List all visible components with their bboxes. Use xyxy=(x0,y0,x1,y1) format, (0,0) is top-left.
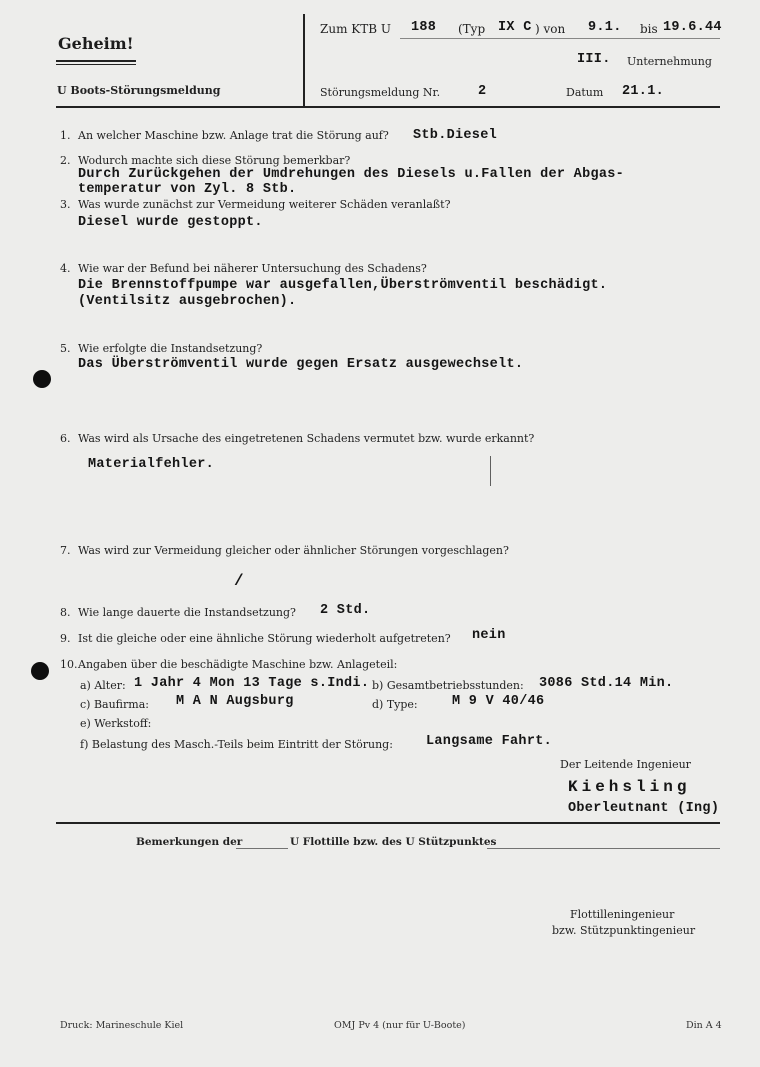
zum-ktb-label: Zum KTB U xyxy=(320,22,391,36)
to-date: 19.6.44 xyxy=(663,20,722,35)
q10a-label: a) Alter: xyxy=(80,679,126,692)
remarks-rule xyxy=(56,822,720,824)
q4-number: 4. xyxy=(60,262,71,275)
q1-text: An welcher Maschine bzw. Anlage trat die Störung auf? xyxy=(78,129,389,142)
remarks-dotted-2 xyxy=(487,848,720,849)
unternehmung-label: Unternehmung xyxy=(627,55,712,68)
pencil-mark xyxy=(490,456,491,486)
report-nr: 2 xyxy=(478,84,487,99)
q10d-value: M 9 V 40/46 xyxy=(452,694,545,709)
signature-rank: Oberleutnant (Ing) xyxy=(568,801,720,816)
q5-number: 5. xyxy=(60,342,71,355)
header-divider xyxy=(303,14,305,106)
q1-number: 1. xyxy=(60,129,71,142)
q10e-label: e) Werkstoff: xyxy=(80,717,152,730)
from-date: 9.1. xyxy=(588,20,622,35)
flottille-sig-line1: Flottilleningenieur xyxy=(570,908,675,921)
q10-number: 10. xyxy=(60,658,78,671)
q1-answer: Stb.Diesel xyxy=(413,128,498,143)
datum-value: 21.1. xyxy=(622,84,665,99)
secret-underline-2 xyxy=(56,64,136,65)
boat-type: IX C xyxy=(498,20,532,35)
q5-answer: Das Überströmventil wurde gegen Ersatz ausgewechselt. xyxy=(78,357,524,372)
boat-number: 188 xyxy=(411,20,437,35)
q2-answer-line2: temperatur von Zyl. 8 Stb. xyxy=(78,182,297,197)
footer-form-id: OMJ Pv 4 (nur für U-Boote) xyxy=(334,1020,466,1031)
flottille-sig-line2: bzw. Stützpunktingenieur xyxy=(552,924,696,937)
von-label: ) von xyxy=(535,22,566,36)
q6-text: Was wird als Ursache des eingetretenen Schadens vermutet bzw. wurde erkannt? xyxy=(78,432,535,445)
q9-answer: nein xyxy=(472,628,506,643)
q3-answer: Diesel wurde gestoppt. xyxy=(78,215,263,230)
footer-paper-size: Din A 4 xyxy=(686,1020,722,1031)
form-name: U Boots-Störungsmeldung xyxy=(57,84,221,97)
q7-text: Was wird zur Vermeidung gleicher oder ähnlicher Störungen vorgeschlagen? xyxy=(78,544,509,557)
patrol-number: III. xyxy=(577,52,611,67)
q9-text: Ist die gleiche oder eine ähnliche Störung wiederholt aufgetreten? xyxy=(78,632,451,645)
q10c-label: c) Baufirma: xyxy=(80,698,149,711)
q6-answer: Materialfehler. xyxy=(88,457,215,472)
bis-label: bis xyxy=(640,22,658,36)
q2-text: Wodurch machte sich diese Störung bemerkbar? xyxy=(78,154,351,167)
q4-text: Wie war der Befund bei näherer Untersuchung des Schadens? xyxy=(78,262,427,275)
punch-hole-upper xyxy=(33,370,51,388)
punch-hole-lower xyxy=(31,662,49,680)
signature-title: Der Leitende Ingenieur xyxy=(560,758,691,771)
q10f-label: f) Belastung des Masch.-Teils beim Eintritt der Störung: xyxy=(80,738,393,751)
remarks-label-left: Bemerkungen der xyxy=(136,836,243,848)
q9-number: 9. xyxy=(60,632,71,645)
q5-text: Wie erfolgte die Instandsetzung? xyxy=(78,342,263,355)
q10c-value: M A N Augsburg xyxy=(176,694,294,709)
q10b-value: 3086 Std.14 Min. xyxy=(539,676,674,691)
q3-text: Was wurde zunächst zur Vermeidung weiterer Schäden veranlaßt? xyxy=(78,198,451,211)
header-dotted-1 xyxy=(400,38,720,39)
remarks-label-right: U Flottille bzw. des U Stützpunktes xyxy=(290,836,497,848)
q2-number: 2. xyxy=(60,154,71,167)
q10-text: Angaben über die beschädigte Maschine bzw. Anlageteil: xyxy=(78,658,398,671)
header-rule xyxy=(56,106,720,108)
secret-stamp: Geheim! xyxy=(58,34,134,53)
secret-underline xyxy=(56,60,136,62)
q10f-value: Langsame Fahrt. xyxy=(426,734,553,749)
footer-print-note: Druck: Marineschule Kiel xyxy=(60,1020,184,1031)
remarks-dotted-1 xyxy=(236,848,288,849)
q7-number: 7. xyxy=(60,544,71,557)
q6-number: 6. xyxy=(60,432,71,445)
signature-name: Kiehsling xyxy=(568,778,691,796)
q10d-label: d) Type: xyxy=(372,698,418,711)
q8-number: 8. xyxy=(60,606,71,619)
report-nr-label: Störungsmeldung Nr. xyxy=(320,86,441,99)
q7-answer: / xyxy=(234,572,244,590)
q2-answer-line1: Durch Zurückgehen der Umdrehungen des Diesels u.Fallen der Abgas- xyxy=(78,167,625,182)
q8-text: Wie lange dauerte die Instandsetzung? xyxy=(78,606,296,619)
q8-answer: 2 Std. xyxy=(320,603,371,618)
datum-label: Datum xyxy=(566,86,604,99)
typ-label: (Typ xyxy=(458,22,486,36)
q4-answer-line1: Die Brennstoffpumpe war ausgefallen,Überströmventil beschädigt. xyxy=(78,278,608,293)
q10b-label: b) Gesamtbetriebsstunden: xyxy=(372,679,524,692)
q10a-value: 1 Jahr 4 Mon 13 Tage s.Indi. xyxy=(134,676,370,691)
q3-number: 3. xyxy=(60,198,71,211)
q4-answer-line2: (Ventilsitz ausgebrochen). xyxy=(78,294,297,309)
